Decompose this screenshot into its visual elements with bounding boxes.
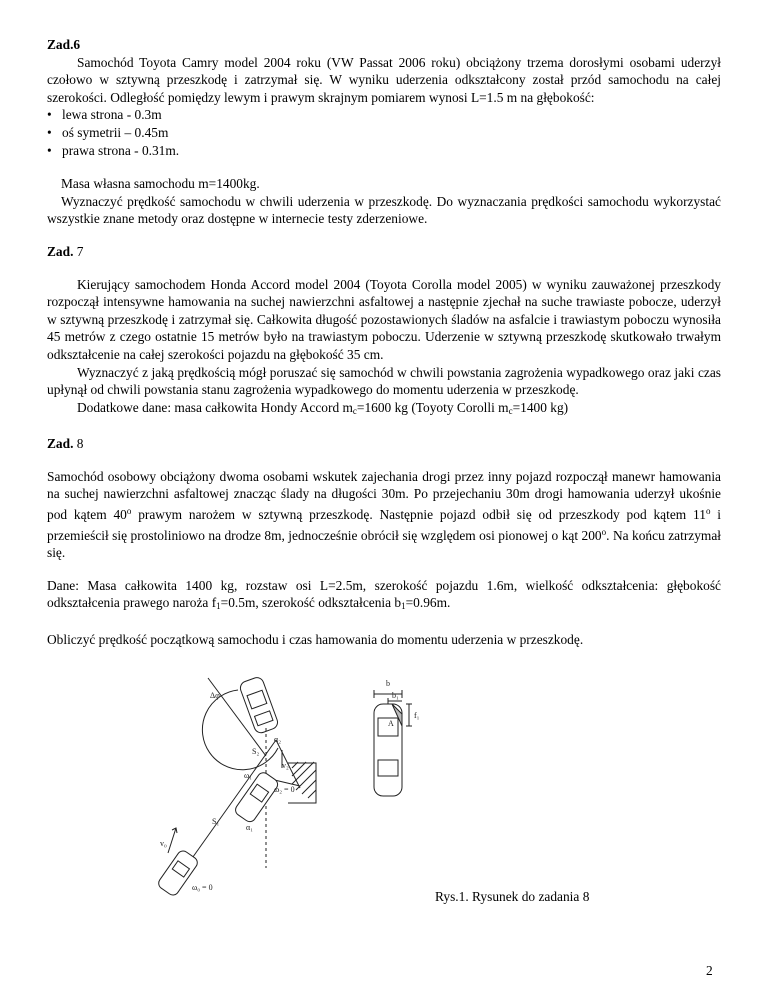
list-item: • lewa strona - 0.3m — [47, 107, 162, 123]
label-v2: v₂ — [282, 761, 289, 770]
bullet-icon: • — [47, 124, 52, 140]
zad7-paragraph: Kierujący samochodem Honda Accord model 2004 (Toyota Corolla model 2005) w wyniku zauważonej przeszkody rozpoczął intensywne hamowania na suchej nawierzchni asfaltowej a następnie zjechał na suche trawiaste pobocze, uderzył w sztywną przeszkodę i zatrzymał się. Całkowita długość pozostawionych śladów na asfalcie i trawiastym poboczu wynosiła 45 metrów z czego ostatnie 15 metrów było na trawiastym poboczu. Uderzenie w sztywną przeszkodę skutkowało trwałym odkształcenie na całej szerokości pojazdu na głębokość 35 cm. — [47, 276, 721, 362]
figure-zad8 — [148, 668, 458, 900]
label-alpha2: α₂ — [274, 735, 281, 744]
label-omega2: ω₂ = 0 — [274, 785, 295, 794]
zad6-paragraph: Samochód Toyota Camry model 2004 roku (VW Passat 2006 roku) obciążony trzema dorosłymi osobami uderzył czołowo w sztywną przeszkodę i zatrzymał się. W wyniku uderzenia odkształcony został przód samochodu na całej szerokości. Odległość pomiędzy lewym i prawym skrajnym pomiarem wynosi L=1.5 m na głębokość: — [47, 54, 721, 105]
bullet-icon: • — [47, 107, 52, 123]
label-f1: f₁ — [414, 711, 420, 720]
zad6-mass: Masa własna samochodu m=1400kg. — [61, 176, 260, 192]
zad8-paragraph: Samochód osobowy obciążony dwoma osobami wskutek zajechania drogi przez inny pojazd rozpoczął manewr hamowania na suchej nawierzchni asfaltowej znacząc ślady na długości 30m. Po przejechaniu 30m drogi hamowania uderzył ukośnie pod kątem 40$^o$ prawym narożem w sztywną przeszkodę. Następnie pojazd odbił się od przeszkody pod kątem 11$^o$ i przemieścił się prostoliniowo na drodze 8m, jednocześnie obrócił się względem osi pionowej o kąt 200$^o$. Na końcu zatrzymał się. — [47, 468, 722, 561]
label-v0: v₀ — [160, 839, 167, 848]
list-item: • prawa strona - 0.31m. — [47, 142, 180, 158]
page-number: 2 — [706, 963, 713, 978]
bullet-icon: • — [47, 142, 52, 158]
label-s2: S₂ — [252, 747, 260, 756]
zad7-task: Wyznaczyć z jaką prędkością mógł poruszać się samochód w chwili powstania zagrożenia wypadkowego oraz jaki czas upłynął od chwili powstania stanu zagrożenia wypadkowego do momentu uderzenia w przeszkodę. — [47, 364, 721, 398]
zad8-task: Obliczyć prędkość początkową samochodu i czas hamowania do momentu uderzenia w przeszkodę. — [47, 632, 584, 648]
zad6-measurements-list — [47, 106, 721, 159]
zad8-data: Dane: Masa całkowita 1400 kg, rozstaw osi L=2.5m, szerokość pojazdu 1.6m, wielkość odkształcenia: głębokość odkształcenia prawego naroża $f_1=0.5m$, szerokość odkształcenia $b_1=0.96m$. — [47, 577, 721, 612]
zad7-extra-data: Dodatkowe dane: masa całkowita Hondy Accord $m_c=1600$ kg (Toyoty Corolli $m_c=1400$ kg) — [77, 399, 569, 416]
label-A: A — [388, 719, 394, 728]
label-b: b — [386, 679, 390, 688]
document-page — [47, 36, 721, 649]
label-omega0: ω₀ = 0 — [192, 883, 213, 892]
label-alpha1: α₁ — [246, 823, 253, 832]
zad6-task: Wyznaczyć prędkość samochodu w chwili uderzenia w przeszkodę. Do wyznaczania prędkości samochodu wykorzystać wszystkie znane metody oraz dostępne w internecie testy zderzeniowe. — [47, 193, 721, 227]
label-b1: b₁ — [392, 691, 399, 700]
label-dphi: Δφ — [210, 691, 220, 700]
zad6-title: Zad.6 — [47, 37, 81, 52]
figure-caption: Rys.1. Rysunek do zadania 8 — [435, 889, 590, 904]
label-s1: S₁ — [212, 817, 220, 826]
label-omega1: ω₁ — [244, 771, 253, 780]
crash-diagram — [148, 668, 458, 900]
list-item: • oś symetrii – 0.45m — [47, 124, 169, 140]
zad7-title: Zad. 7 — [47, 243, 84, 259]
zad8-title: Zad. 8 — [47, 436, 84, 452]
